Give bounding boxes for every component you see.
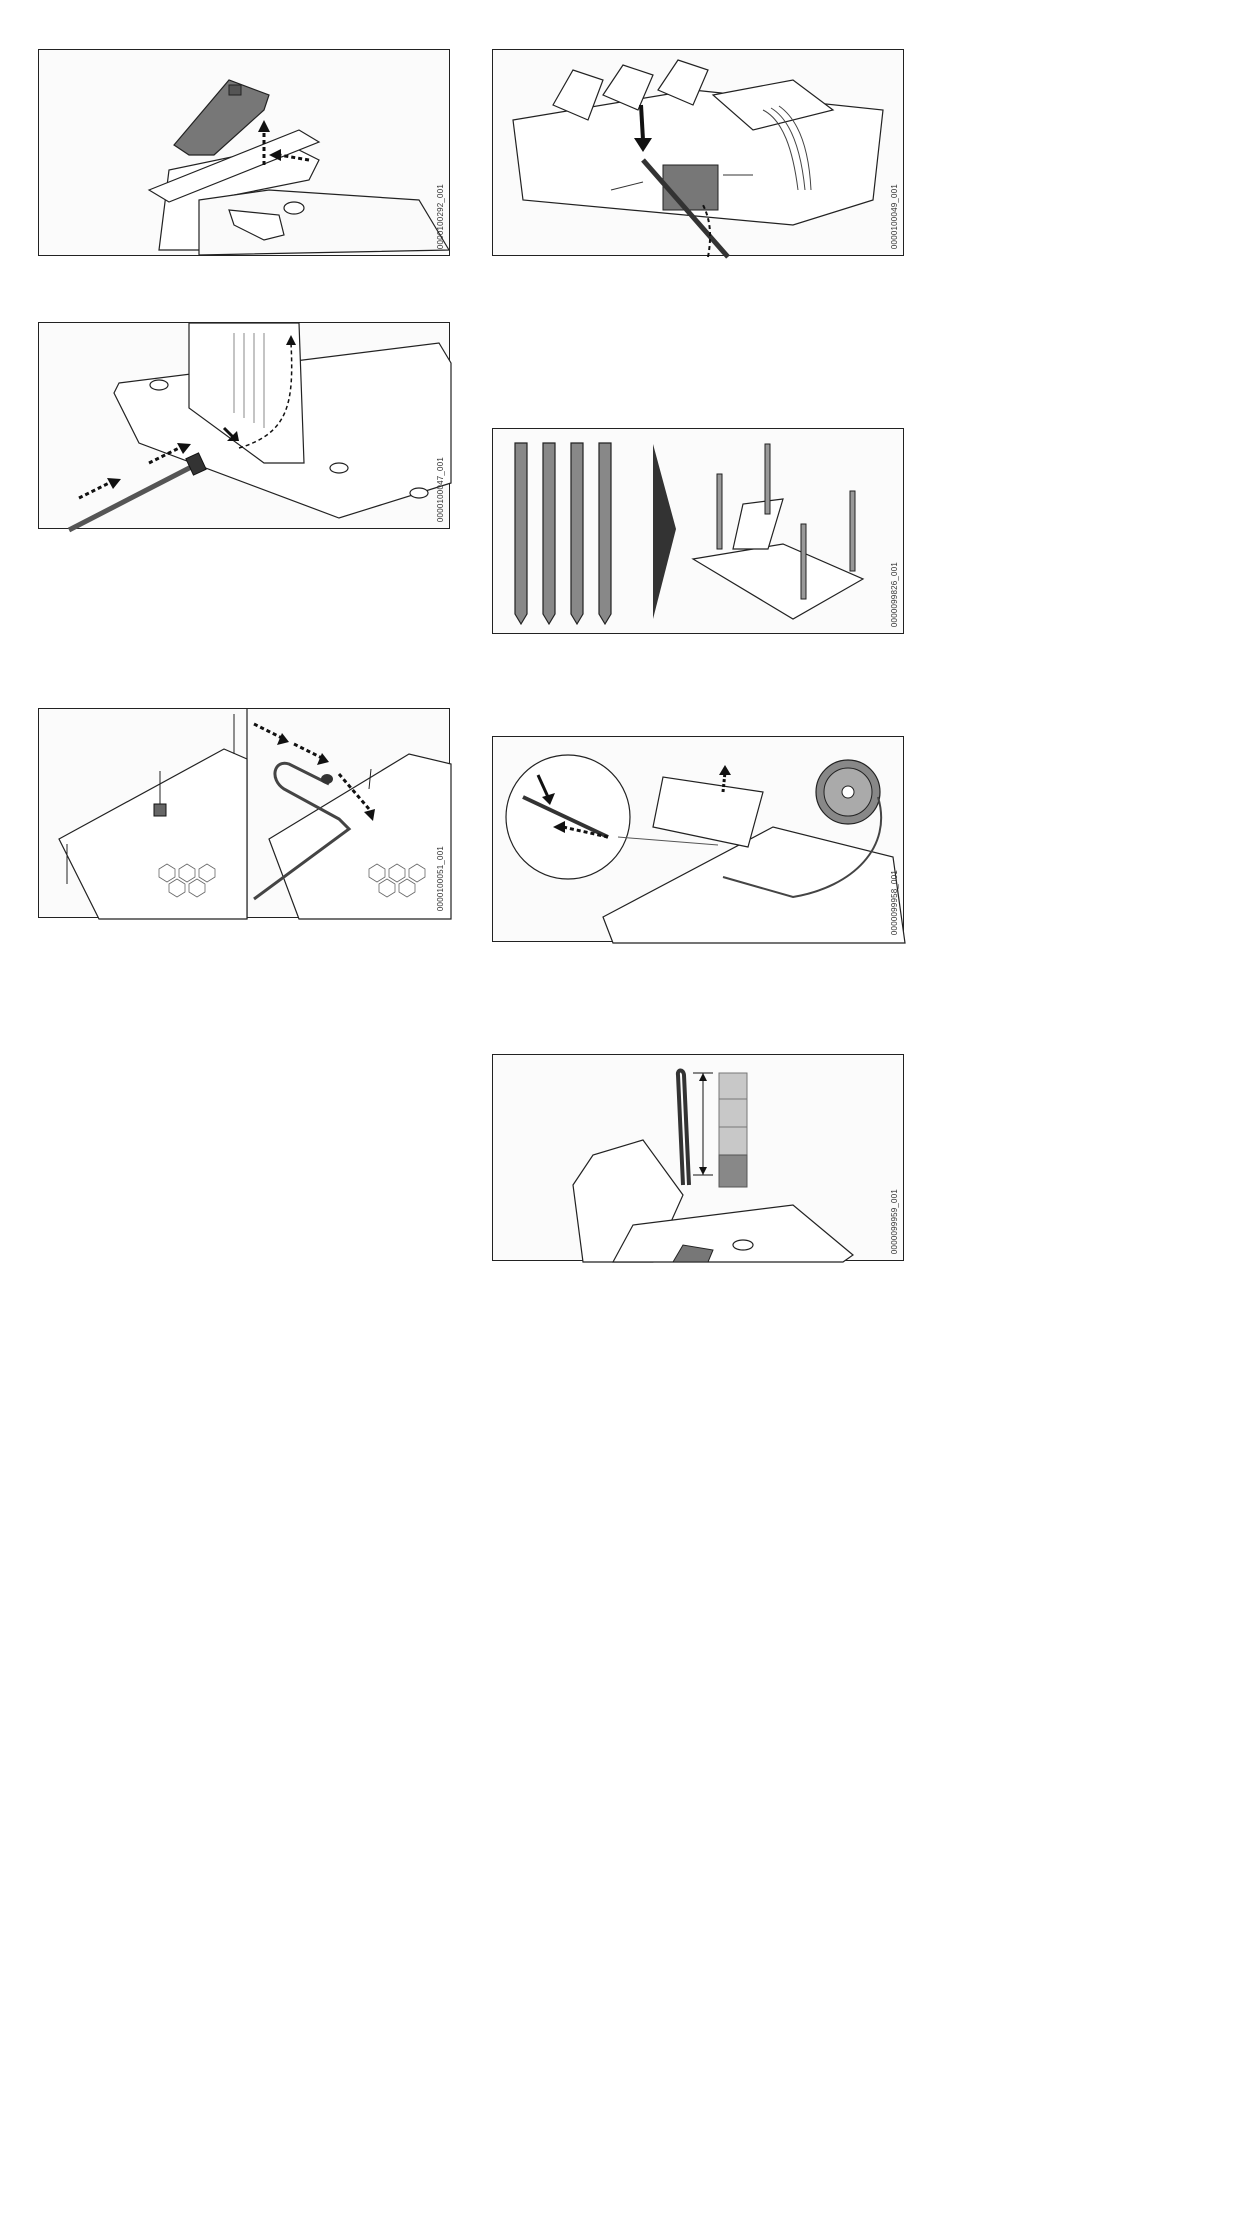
figure-code: 0000100051_001 bbox=[436, 845, 445, 911]
figure-staking bbox=[492, 428, 904, 634]
figure-wire-clamp bbox=[492, 49, 904, 256]
stake bbox=[543, 443, 555, 624]
stake bbox=[599, 443, 611, 624]
cable-connection-illustration bbox=[39, 323, 451, 530]
arrow-right-icon bbox=[653, 444, 676, 619]
arrow-up-icon bbox=[699, 1073, 707, 1081]
wire-clamp-illustration bbox=[493, 50, 905, 257]
figure-code: 0000099958_001 bbox=[890, 869, 899, 935]
figure-code: 0000100292_001 bbox=[436, 183, 445, 249]
spool-package bbox=[719, 1155, 747, 1187]
wire-length-illustration bbox=[493, 1055, 905, 1262]
figure-wire-spool bbox=[492, 736, 904, 942]
wire bbox=[678, 1070, 689, 1185]
arrow-down-icon bbox=[699, 1167, 707, 1175]
figure-code: 0000100049_001 bbox=[890, 183, 899, 249]
figure-wire-routing bbox=[38, 708, 450, 918]
ruler-segment bbox=[719, 1099, 747, 1127]
stake bbox=[571, 443, 583, 624]
stake-label-box bbox=[1048, 945, 1074, 971]
staking-illustration bbox=[493, 429, 905, 635]
figure-cover-removal bbox=[38, 49, 450, 256]
spool-brand-label: iMOW bbox=[1220, 2220, 1234, 2226]
stake bbox=[515, 443, 527, 624]
figure-cable-connection bbox=[38, 322, 450, 529]
ruler-segment bbox=[719, 1127, 747, 1155]
figure-code: 0000099826_001 bbox=[890, 561, 899, 627]
wire-spool-illustration bbox=[493, 737, 905, 943]
cover-part bbox=[174, 80, 269, 155]
arrow-up-icon bbox=[258, 120, 270, 132]
clamp-part bbox=[663, 165, 718, 210]
cover-removal-illustration bbox=[39, 50, 451, 257]
figure-code: 0000099959_001 bbox=[890, 1188, 899, 1254]
ruler-segment bbox=[719, 1073, 747, 1099]
wire-routing-illustration bbox=[39, 709, 451, 919]
figure-code: 0000100047_001 bbox=[436, 456, 445, 522]
figure-wire-length bbox=[492, 1054, 1234, 2226]
